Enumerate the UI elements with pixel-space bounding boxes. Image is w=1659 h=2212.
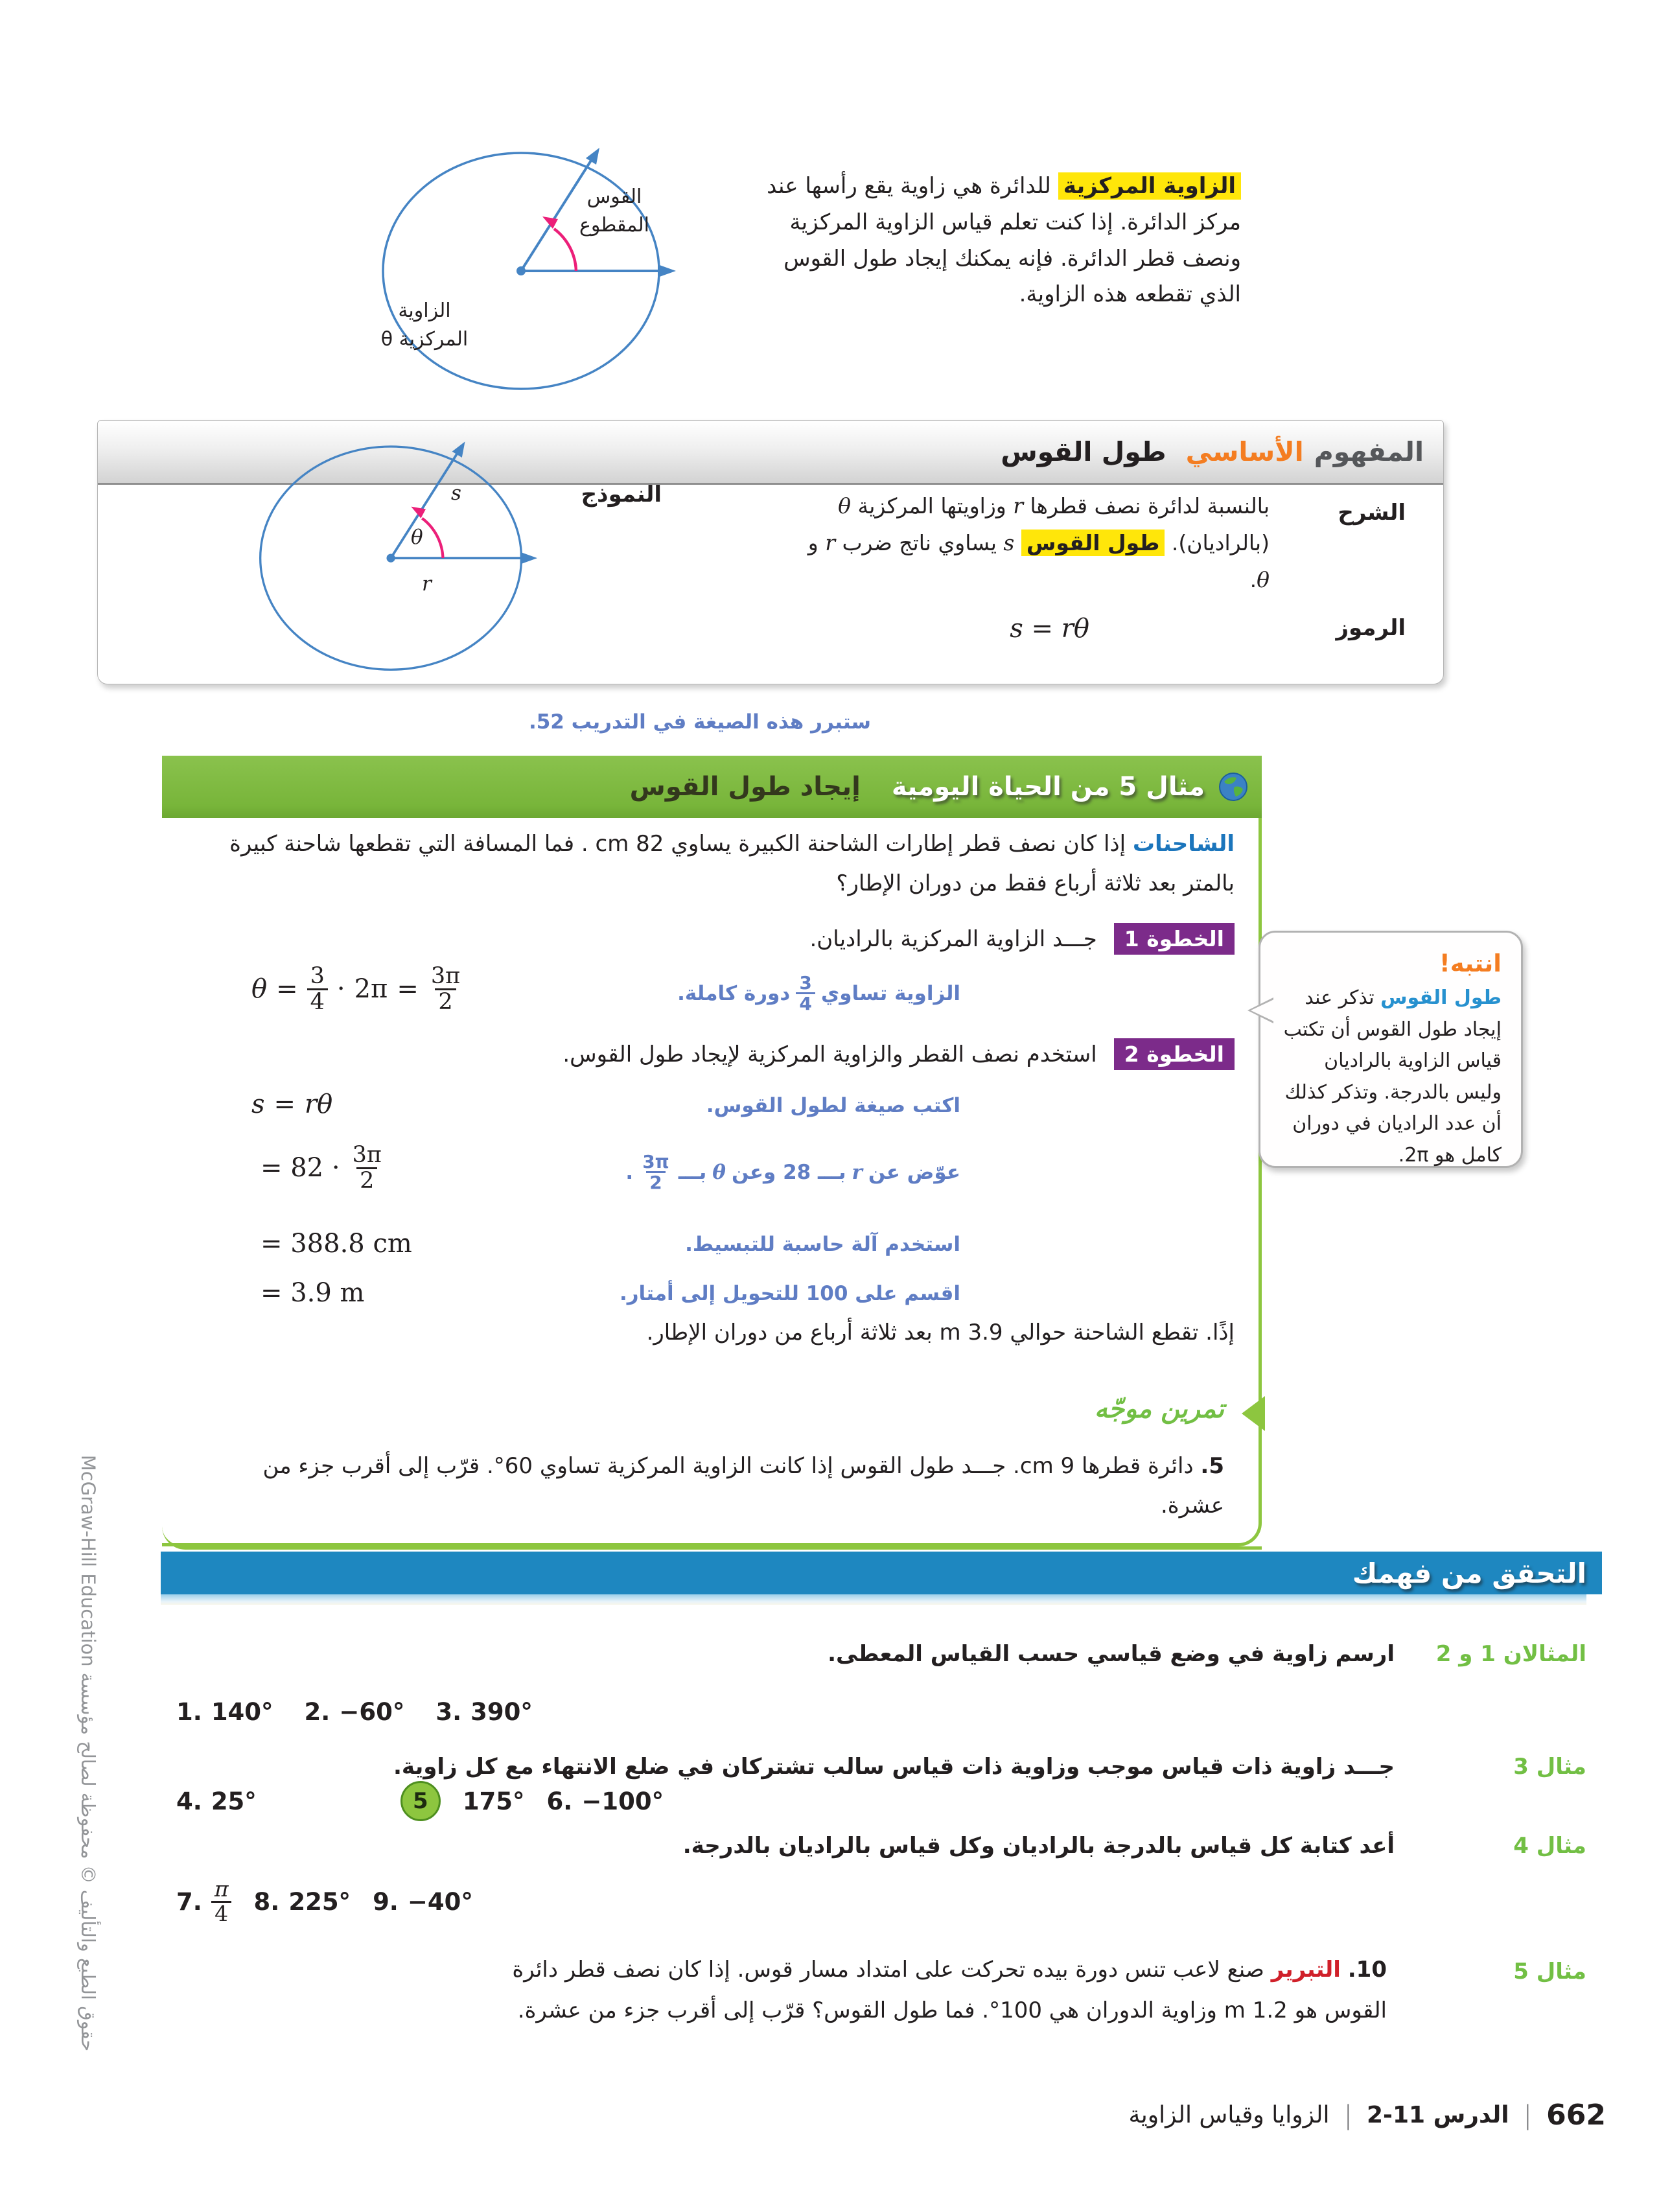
- model-label: النموذج: [581, 482, 662, 507]
- symbols-label: الرموز: [1336, 615, 1406, 641]
- explanation-label: الشرح: [1338, 500, 1406, 526]
- example-5-header: [162, 756, 1262, 818]
- step-1-row: [809, 923, 1235, 955]
- problem-2: 2. −60°: [304, 1698, 405, 1726]
- page-footer: [1128, 2099, 1606, 2132]
- equation-result-cm: = 388.8 cm: [261, 1229, 412, 1259]
- annotation-calculator: استخدم آلة حاسبة للتبسيط.: [685, 1233, 960, 1256]
- var-s: s: [1003, 530, 1015, 555]
- var-r2: r: [825, 530, 835, 555]
- vocab-term-central-angle: الزاوية المركزية: [1058, 172, 1241, 200]
- problems-4-6-row: [176, 1781, 664, 1821]
- examples-1-2-instruction: ارسم زاوية في وضع قياسي حسب القياس المعطى.: [828, 1641, 1395, 1667]
- example-5-subtitle: إيجاد طول القوس: [629, 772, 861, 802]
- page-number: 662: [1546, 2099, 1606, 2132]
- step-2-badge: الخطوة 2: [1114, 1038, 1235, 1070]
- footer-separator-2: |: [1343, 2100, 1352, 2130]
- lesson-topic: الزوايا وقياس الزاوية: [1128, 2102, 1330, 2128]
- problem-3: 3. 390°: [435, 1698, 533, 1726]
- example-3-instruction: جـــد زاوية ذات قياس موجب وزاوية ذات قياس سالب تشتركان في ضلع الانتهاء مع كل زاوية.: [393, 1754, 1395, 1780]
- problem-5-value: 175°: [462, 1787, 525, 1815]
- attention-title: انتبه!: [1439, 949, 1502, 977]
- problem-10-keyword: التبرير: [1271, 1957, 1341, 1983]
- model-arc-var: s: [451, 482, 461, 505]
- check-bar-gradient-strip: [161, 1594, 1586, 1605]
- guided-practice-arrow-icon: [1242, 1396, 1265, 1431]
- annotation-convert: اقسم على 100 للتحويل إلى أمتار.: [619, 1282, 960, 1305]
- problem-9: 9. −40°: [373, 1887, 473, 1916]
- example-5-box: [162, 756, 1262, 1550]
- attention-text: طول القوس تذكر عند إيجاد طول القوس أن تكتب قياس الزاوية بالراديان وليس بالدرجة. وتذكر كذلك أن عدد الراديان في دوران كامل هو 2π.: [1283, 986, 1502, 1167]
- intercepted-arc-label: القوس المقطوع: [579, 185, 649, 237]
- central-angle-diagram: [275, 143, 677, 415]
- attention-callout: [1259, 931, 1523, 1168]
- circle-diagram-graphic: [379, 143, 677, 402]
- central-angle-label: الزاوية المركزية θ: [380, 299, 469, 351]
- step-2-text: استخدم نصف القطر والزاوية المركزية لإيجاد طول القوس.: [563, 1041, 1097, 1067]
- example-problem: الشاحنات إذا كان نصف قطر إطارات الشاحنة الكبيرة يساوي 82 cm . فما المسافة التي تقطعها شاحنة كبيرة بالمتر بعد ثلاثة أرباع فقط من دوران الإطار؟: [229, 831, 1235, 896]
- model-radius-var: r: [422, 572, 432, 596]
- problem-10-number: 10.: [1347, 1957, 1387, 1983]
- vocab-term-arc-length: طول القوس: [1021, 530, 1165, 556]
- examples-1-2-label: المثالان 1 و 2: [1435, 1641, 1586, 1667]
- equation-s-rtheta: s = rθ: [251, 1089, 333, 1119]
- annotation-angle: الزاوية تساوي $\frac{3}{4}$ دورة كاملة.: [677, 972, 960, 1015]
- intro-paragraph: [756, 169, 1241, 313]
- key-concept-title-word: المفهوم: [1314, 436, 1424, 467]
- problem-4: 4. 25°: [176, 1787, 257, 1815]
- problem-8: 8. 225°: [253, 1887, 351, 1916]
- problem-6: 6. −100°: [546, 1787, 664, 1815]
- problem-keyword: الشاحنات: [1132, 831, 1235, 857]
- var-theta: θ: [838, 493, 852, 518]
- problems-7-9-row: [176, 1878, 473, 1925]
- footer-separator-1: |: [1523, 2100, 1533, 2130]
- problem-10: 10. التبرير صنع لاعب تنس دورة بيده تحركت على امتداد مسار قوس. إذا كان نصف قطر دائرة القوس هو 1.2 m وزاوية الدوران هي 100°. فما طول القوس؟ قرّب إلى أقرب جزء من عشرة.: [512, 1957, 1387, 2023]
- fraction-3pi-2: $\frac{3\pi}{2}$: [430, 963, 461, 1015]
- example-5-check-label: مثال 5: [1513, 1959, 1586, 1985]
- step-1-badge: الخطوة 1: [1114, 923, 1235, 955]
- globe-icon: [1218, 771, 1249, 802]
- example-5-title: مثال 5 من الحياة اليومية: [891, 772, 1205, 802]
- explanation-text: بالنسبة لدائرة نصف قطرها r وزاويتها المركزية θ (بالراديان). طول القوس s يساوي ناتج ضرب r و θ.: [807, 493, 1270, 592]
- example-3-label: مثال 3: [1513, 1754, 1586, 1780]
- equation-substitute: = 82 · $\frac{3\pi}{2}$: [261, 1143, 385, 1193]
- lesson-number: الدرس 11-2: [1366, 2102, 1509, 2128]
- problem-7: 7. $\frac{\pi}{4}$: [176, 1878, 232, 1925]
- problem-1: 1. 140°: [176, 1698, 273, 1726]
- guided-practice-title: تمرين موجّه: [1094, 1394, 1224, 1424]
- check-understanding-bar: [161, 1552, 1602, 1594]
- step-2-row: [563, 1038, 1235, 1070]
- example-4-instruction: أعد كتابة كل قياس بالدرجة بالراديان وكل قياس بالراديان بالدرجة.: [682, 1833, 1395, 1859]
- equation-result-m: = 3.9 m: [261, 1278, 365, 1308]
- justify-formula-note: ستبرر هذه الصيغة في التدريب 52.: [528, 710, 872, 734]
- fraction-3pi-2-annotation: $\frac{3\pi}{2}$: [642, 1151, 669, 1194]
- copyright-sidebar: حقوق الطبع والتأليف © محفوظة لصالح مؤسسة McGraw-Hill Education: [77, 1454, 99, 2052]
- equation-theta: θ = $\frac{3}{4}$ · 2π = $\frac{3\pi}{2}$: [251, 964, 463, 1014]
- key-concept-title-accent: الأساسي: [1185, 436, 1304, 467]
- check-understanding-title: التحقق من فهمك: [1352, 1557, 1586, 1589]
- var-theta2: θ: [1257, 566, 1270, 592]
- example-4-label: مثال 4: [1513, 1833, 1586, 1859]
- key-concept-box: [97, 420, 1444, 684]
- annotation-substitute: عوّض عن r بـــ 28 وعن θ بـــ $\frac{3\pi}{2}$ .: [625, 1151, 960, 1194]
- fraction-3pi-2-sub: $\frac{3\pi}{2}$: [352, 1142, 382, 1194]
- attention-term: طول القوس: [1380, 986, 1502, 1009]
- problems-1-3-row: [176, 1698, 533, 1726]
- annotation-write-formula: اكتب صيغة لطول القوس.: [706, 1094, 960, 1117]
- model-angle-var: θ: [411, 526, 423, 549]
- key-concept-topic: طول القوس: [1001, 436, 1166, 467]
- guided-practice-problem-5: 5. دائرة قطرها 9 cm. جـــد طول القوس إذا كانت الزاوية المركزية تساوي 60°. قرّب إلى أقرب جزء من عشرة.: [262, 1453, 1224, 1519]
- example-conclusion: إذًا. تقطع الشاحنة حوالي 3.9 m بعد ثلاثة أرباع من دوران الإطار.: [646, 1320, 1235, 1345]
- fraction-3-4: $\frac{3}{4}$: [307, 964, 328, 1014]
- problem-5-number: 5.: [1200, 1453, 1224, 1479]
- intro-paragraph-text: للدائرة هي زاوية يقع رأسها عند مركز الدائرة. إذا كنت تعلم قياس الزاوية المركزية ونصف قطر الدائرة. فإنه يمكنك إيجاد طول القوس الذي تقطعه هذه الزاوية.: [767, 173, 1241, 308]
- problem-5-circled-badge: 5: [400, 1781, 441, 1821]
- arc-length-formula: s = rθ: [1010, 614, 1089, 644]
- model-circle-graphic: [257, 435, 539, 684]
- model-diagram: [257, 435, 539, 684]
- var-r: r: [1013, 493, 1023, 518]
- step-1-text: جـــد الزاوية المركزية بالراديان.: [809, 926, 1097, 952]
- fraction-pi-4: $\frac{\pi}{4}$: [211, 1878, 232, 1925]
- fraction-3-4-annotation: $\frac{3}{4}$: [796, 973, 815, 1014]
